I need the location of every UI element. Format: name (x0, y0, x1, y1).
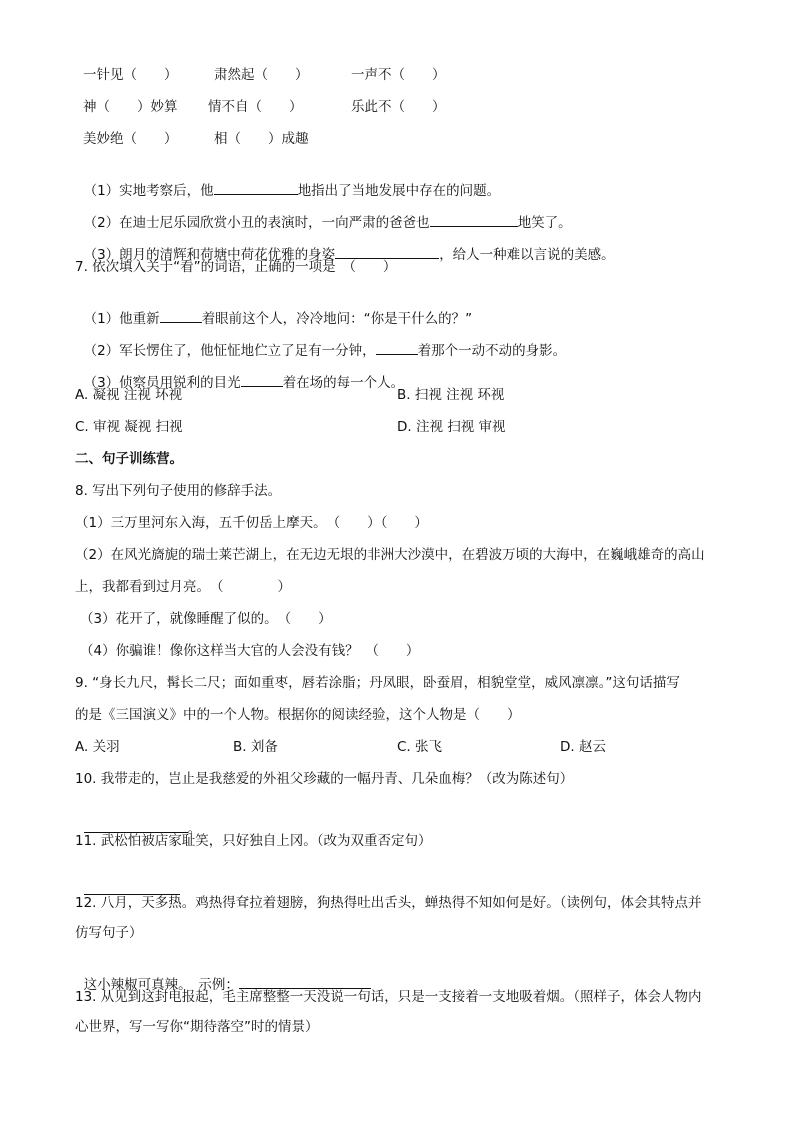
q7-sentence-2: （2）军长愣住了，他怔怔地伫立了足有一分钟， 着那个一动不动的身影。 (75, 322, 566, 360)
answer-blank[interactable] (430, 212, 518, 227)
idiom-7: 美妙绝（ ） (83, 131, 178, 147)
q9-option-d[interactable]: D. 赵云 (560, 739, 606, 755)
idiom-4: 神（ ）妙算 (83, 99, 178, 115)
answer-blank[interactable] (241, 372, 283, 387)
q12-line-3: 这小辣椒可真辣。 示例： (75, 956, 371, 994)
q8-sentence-1: （1）三万里河东入海，五千仞岳上摩天。 （ ）（ ） (75, 515, 428, 531)
q9-option-b[interactable]: B. 刘备 (233, 739, 278, 755)
q8-sentence-4: （4）你骗谁！像你这样当大官的人会没有钱？ （ ） (80, 643, 420, 659)
q8-sentence-2-line-1: （2）在风光旖旎的瑞士莱芒湖上，在无边无垠的非洲大沙漠中，在碧波万顷的大海中，在巍峨雄奇的高山 (75, 547, 705, 563)
q9-line-2: 的是《三国演义》中的一个人物。根据你的阅读经验，这个人物是（ ） (75, 707, 521, 723)
fill-sentence-1: （1）实地考察后，他 地指出了当地发展中存在的问题。 (75, 162, 500, 200)
idiom-3: 一声不（ ） (351, 67, 446, 83)
q9-line-1: 9. “身长九尺，髯长二尺；面如重枣，唇若涂脂；丹凤眼，卧蚕眉，相貌堂堂，威风凛凛。”这句话描写 (75, 675, 680, 691)
q8-sentence-2-line-2: 上，我都看到过月亮。 （ ） (75, 579, 291, 595)
q7-sentence-1: （1）他重新 着眼前这个人，冷冷地问：“你是干什么的？” (75, 290, 472, 328)
fill-sentence-3: （3）朗月的清辉和荷塘中荷花优雅的身姿 ，给人一种难以言说的美感。 (75, 226, 615, 264)
q8-sentence-3: （3）花开了，就像睡醒了似的。 （ ） (80, 611, 332, 627)
answer-blank[interactable] (214, 180, 298, 195)
q7-stem: 7. 依次填入关于“看”的词语，正确的一项是 （ ） (75, 259, 397, 275)
q10-answer-line: 。 (75, 800, 201, 838)
q13-line-2: 心世界，写一写你“期待落空”时的情景） (75, 1019, 319, 1035)
q7-sentence-3: （3）侦察员用锐利的目光 着在场的每一个人。 (75, 354, 404, 392)
q7-option-d[interactable]: D. 注视 扫视 审视 (397, 419, 506, 435)
section-heading: 二、句子训练营。 (75, 451, 183, 467)
q9-option-a[interactable]: A. 关羽 (75, 739, 120, 755)
q7-option-b[interactable]: B. 扫视 注视 环视 (397, 387, 505, 403)
answer-blank[interactable] (239, 974, 371, 989)
q10-stem: 10. 我带走的，岂止是我慈爱的外祖父珍藏的一幅丹青、几朵血梅？（改为陈述句） (75, 771, 574, 787)
idiom-2: 肃然起（ ） (214, 67, 309, 83)
answer-blank[interactable] (84, 818, 188, 833)
fill-sentence-2: （2）在迪士尼乐园欣赏小丑的表演时，一向严肃的爸爸也 地笑了。 (75, 194, 572, 232)
q12-line-1: 12. 八月，天多热。鸡热得耷拉着翅膀，狗热得吐出舌头，蝉热得不知如何是好。（读例句，体会其特点并 (75, 895, 702, 911)
q13-line-1: 13. 从见到这封电报起，毛主席整整一天没说一句话，只是一支接着一支地吸着烟。（照样子，体会人物内 (75, 989, 702, 1005)
q12-line-2: 仿写句子） (75, 925, 143, 941)
q11-stem: 11. 武松怕被店家耻笑，只好独自上冈。（改为双重否定句） (75, 833, 432, 849)
q7-option-a[interactable]: A. 凝视 注视 环视 (75, 387, 183, 403)
q8-stem: 8. 写出下列句子使用的修辞手法。 (75, 483, 282, 499)
answer-blank[interactable] (335, 244, 439, 259)
idiom-1: 一针见（ ） (83, 67, 178, 83)
q9-option-c[interactable]: C. 张飞 (397, 739, 443, 755)
answer-blank[interactable] (160, 308, 202, 323)
idiom-8: 相（ ）成趣 (214, 131, 309, 147)
idiom-6: 乐此不（ ） (351, 99, 446, 115)
answer-blank[interactable] (84, 880, 180, 895)
idiom-5: 情不自（ ） (208, 99, 303, 115)
answer-blank[interactable] (376, 340, 418, 355)
q7-option-c[interactable]: C. 审视 凝视 扫视 (75, 419, 183, 435)
